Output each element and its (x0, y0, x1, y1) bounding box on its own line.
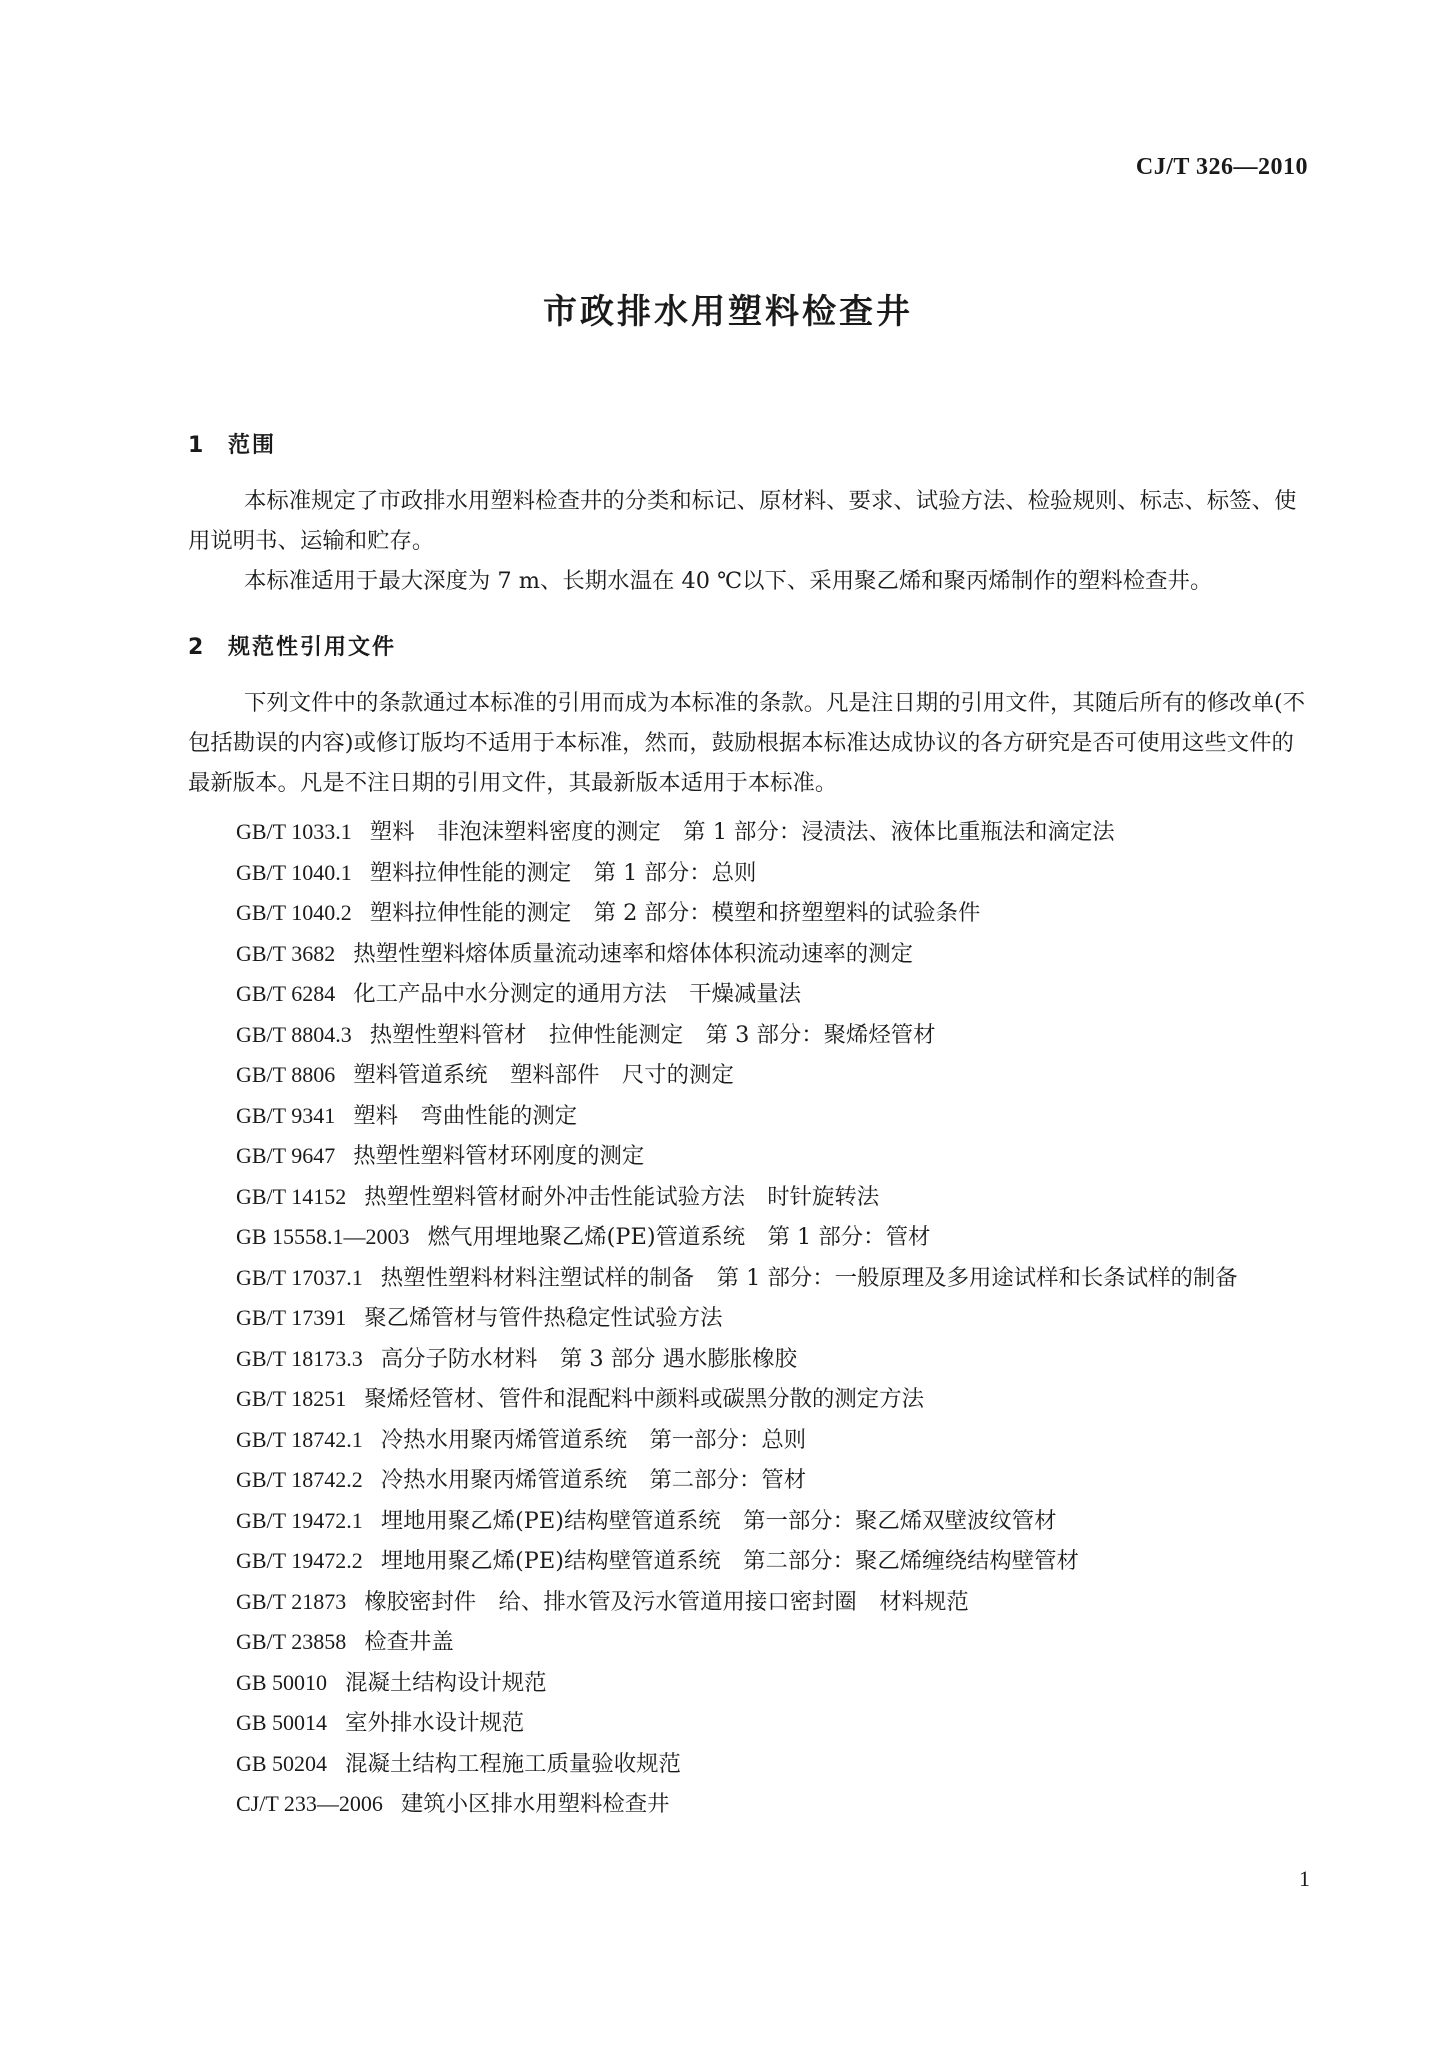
reference-code: GB 50010 (236, 1669, 328, 1695)
reference-code: GB/T 19472.1 (236, 1507, 363, 1533)
reference-code: GB/T 14152 (236, 1183, 347, 1209)
reference-code: GB/T 3682 (236, 940, 336, 966)
reference-title: 热塑性塑料管材环刚度的测定 (353, 1143, 645, 1169)
scope-paragraph-2: 本标准适用于最大深度为 7 m、长期水温在 40 ℃以下、采用聚乙烯和聚丙烯制作的塑料检查井。 (244, 568, 1213, 594)
reference-code: GB/T 17391 (236, 1305, 347, 1330)
reference-item (188, 1622, 1308, 1663)
reference-item (188, 893, 1308, 934)
reference-item (188, 1663, 1308, 1704)
reference-title: 塑料拉伸性能的测定 第 2 部分：模塑和挤塑塑料的试验条件 (369, 900, 981, 926)
reference-item (188, 1015, 1308, 1056)
reference-code: GB/T 21873 (236, 1588, 347, 1614)
reference-item (188, 812, 1308, 853)
reference-title: 聚乙烯管材与管件热稳定性试验方法 (364, 1305, 723, 1331)
reference-code: GB 50014 (236, 1710, 328, 1735)
reference-item (188, 934, 1308, 975)
reference-code: GB/T 8806 (236, 1062, 336, 1087)
reference-code: CJ/T 233—2006 (236, 1791, 383, 1816)
reference-title: 检查井盖 (364, 1629, 454, 1655)
reference-title: 塑料 弯曲性能的测定 (353, 1102, 578, 1129)
reference-item (188, 1096, 1308, 1137)
reference-item (188, 1177, 1308, 1218)
reference-code: GB/T 23858 (236, 1629, 347, 1654)
reference-item (188, 1420, 1308, 1461)
reference-code: GB/T 18742.2 (236, 1467, 363, 1492)
reference-code: GB/T 18251 (236, 1386, 347, 1411)
reference-code: GB/T 9341 (236, 1102, 336, 1128)
reference-title: 热塑性塑料熔体质量流动速率和熔体体积流动速率的测定 (353, 940, 913, 967)
reference-item (188, 1136, 1308, 1177)
section-number: 2 (188, 635, 204, 660)
reference-code: GB 50204 (236, 1750, 328, 1776)
reference-title: 塑料管道系统 塑料部件 尺寸的测定 (353, 1062, 734, 1088)
reference-item (188, 1217, 1308, 1258)
reference-title: 冷热水用聚丙烯管道系统 第一部分：总则 (380, 1426, 807, 1453)
reference-code: GB 15558.1—2003 (236, 1224, 410, 1249)
reference-title: 塑料 非泡沫塑料密度的测定 第 1 部分：浸渍法、液体比重瓶法和滴定法 (369, 819, 1115, 845)
reference-code: GB/T 1040.1 (236, 859, 352, 885)
reference-title: 高分子防水材料 第 3 部分 遇水膨胀橡胶 (380, 1345, 797, 1372)
reference-code: GB/T 1040.2 (236, 900, 352, 925)
section-heading-normative-references (188, 630, 396, 661)
reference-item (188, 1339, 1308, 1380)
document-title: 市政排水用塑料检查井 (543, 292, 913, 332)
reference-title: 聚烯烃管材、管件和混配料中颜料或碳黑分散的测定方法 (364, 1386, 924, 1412)
section-heading-scope (188, 428, 276, 459)
reference-item (188, 1460, 1308, 1501)
reference-title: 混凝土结构工程施工质量验收规范 (345, 1750, 681, 1777)
standard-code: CJ/T 326—2010 (1135, 154, 1308, 180)
reference-item (188, 1298, 1308, 1339)
reference-title: 化工产品中水分测定的通用方法 干燥减量法 (353, 981, 802, 1007)
reference-code: GB/T 17037.1 (236, 1264, 363, 1290)
reference-code: GB/T 19472.2 (236, 1548, 363, 1573)
reference-code: GB/T 1033.1 (236, 819, 352, 844)
reference-item (188, 1541, 1308, 1582)
reference-title: 热塑性塑料材料注塑试样的制备 第 1 部分：一般原理及多用途试样和长条试样的制备 (380, 1264, 1238, 1291)
reference-code: GB/T 18742.1 (236, 1426, 363, 1452)
reference-code: GB/T 6284 (236, 981, 336, 1006)
reference-title: 燃气用埋地聚乙烯(PE)管道系统 第 1 部分：管材 (427, 1224, 931, 1250)
reference-title: 热塑性塑料管材 拉伸性能测定 第 3 部分：聚烯烃管材 (369, 1021, 936, 1048)
page-number: 1 (1299, 1866, 1310, 1891)
reference-title: 热塑性塑料管材耐外冲击性能试验方法 时针旋转法 (364, 1183, 880, 1210)
section-title: 范围 (228, 433, 277, 458)
reference-code: GB/T 18173.3 (236, 1345, 363, 1371)
reference-item (188, 974, 1308, 1015)
reference-item (188, 1501, 1308, 1542)
reference-title: 建筑小区排水用塑料检查井 (400, 1791, 670, 1817)
reference-title: 冷热水用聚丙烯管道系统 第二部分：管材 (380, 1467, 807, 1493)
reference-list (188, 812, 1308, 1825)
reference-item (188, 1379, 1308, 1420)
section-title: 规范性引用文件 (228, 635, 397, 660)
reference-item (188, 1055, 1308, 1096)
reference-title: 埋地用聚乙烯(PE)结构壁管道系统 第一部分：聚乙烯双壁波纹管材 (380, 1507, 1057, 1534)
reference-title: 室外排水设计规范 (345, 1710, 525, 1736)
reference-title: 塑料拉伸性能的测定 第 1 部分：总则 (369, 859, 757, 886)
reference-code: GB/T 8804.3 (236, 1021, 352, 1047)
reference-title: 埋地用聚乙烯(PE)结构壁管道系统 第二部分：聚乙烯缠绕结构壁管材 (380, 1548, 1079, 1574)
reference-code: GB/T 9647 (236, 1143, 336, 1168)
reference-item (188, 1582, 1308, 1623)
reference-title: 混凝土结构设计规范 (345, 1669, 547, 1696)
reference-item (188, 1744, 1308, 1785)
reference-item (188, 853, 1308, 894)
reference-item (188, 1784, 1308, 1825)
section-number: 1 (188, 433, 204, 458)
reference-item (188, 1703, 1308, 1744)
reference-item (188, 1258, 1308, 1299)
reference-title: 橡胶密封件 给、排水管及污水管道用接口密封圈 材料规范 (364, 1588, 969, 1615)
references-intro-paragraph: 下列文件中的条款通过本标准的引用而成为本标准的条款。凡是注日期的引用文件，其随后所有的修改单(不包括勘误的内容)或修订版均不适用于本标准，然而，鼓励根据本标准达成协议的各方研究是否可使用这些文件的最新版本。凡是不注日期的引用文件，其最新版本适用于本标准。 (188, 690, 1306, 796)
scope-paragraph-1: 本标准规定了市政排水用塑料检查井的分类和标记、原材料、要求、试验方法、检验规则、标志、标签、使用说明书、运输和贮存。 (188, 488, 1297, 554)
